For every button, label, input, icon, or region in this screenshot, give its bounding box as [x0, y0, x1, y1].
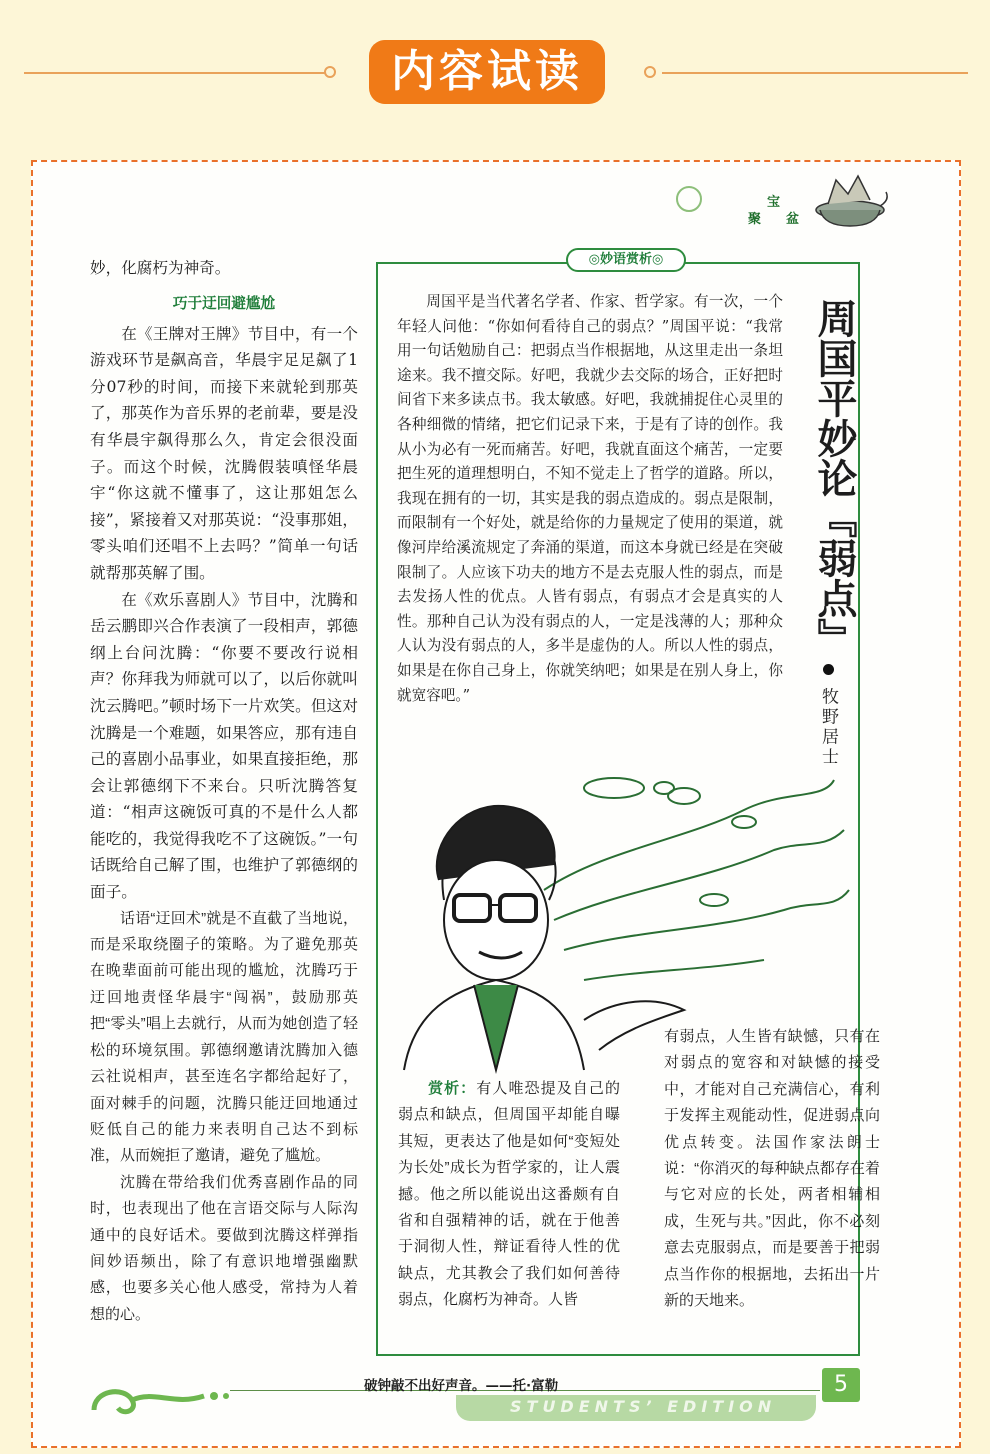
box-tab-label: ◎妙语赏析◎ — [566, 248, 686, 272]
commentary-text — [398, 1076, 620, 1314]
edition-label: STUDENTS’ EDITION — [510, 1397, 777, 1416]
header-rule-left — [24, 72, 330, 74]
featured-body — [397, 290, 783, 708]
commentary-body-left: 有人唯恐提及自己的弱点和缺点，但周国平却能自曝其短，更表达了他是如何“变短处为长处”成长为哲学家的，让人震撼。他之所以能说出这番颇有自省和自强精神的话，就在于他善于洞彻人性，辩证看待人性的优缺点，尤其教会了我们如何善待弱点，化腐朽为神奇。人皆 — [398, 1080, 620, 1309]
page-number: 5 — [822, 1368, 860, 1402]
footer-quote: 破钟敲不出好声音。——托·富勒 — [364, 1378, 559, 1394]
bullet-icon — [823, 664, 834, 675]
paragraph: 在《欢乐喜剧人》节目中，沈腾和岳云鹏即兴合作表演了一段相声，郭德纲上台问沈腾：“你要不要改行说相声？你拜我为师就可以了，以后你就叫沈云腾吧。”顿时场下一片欢笑。但这对沈腾是一个难题，如果答应，那有违自己的喜剧小品事业，如果直接拒绝，那会让郭德纲下不来台。只听沈腾答复道：“相声这碗饭可真的不是什么人都能吃的，我觉得我吃不了这碗饭。”一句话既给自己解了围，也维护了郭德纲的面子。 — [90, 590, 358, 902]
treasure-bowl-icon — [810, 170, 890, 230]
intro-line: 妙，化腐朽为神奇。 — [90, 259, 231, 277]
header-rule-right — [662, 72, 968, 74]
paragraph: 在《王牌对王牌》节目中，有一个游戏环节是飙高音，华晨宇足足飙了1分07秒的时间，而接下来就轮到那英了，那英作为音乐界的老前辈，要是没有华晨宇飙得那么久，肯定会很没面子。而这个时候，沈腾假装嗔怪华晨宇“你这就不懂事了，这让那姐怎么接”，紧接着又对那英说：“没事那姐，零头咱们还唱不上去吗？”简单一句话就帮那英解了围。 — [90, 324, 358, 582]
left-column — [90, 255, 358, 1328]
commentary-right — [664, 1024, 880, 1314]
commentary-label: 赏析： — [428, 1080, 477, 1097]
article-title: 周国平妙论『弱点』 — [811, 298, 857, 658]
commentary-left — [398, 1076, 620, 1314]
header-dot-right — [644, 66, 656, 78]
logo-char: 宝 — [767, 195, 781, 210]
author-name: 牧野居士 — [818, 687, 838, 768]
cloud-swirl-icon — [84, 1370, 234, 1420]
header-dot-left — [324, 66, 336, 78]
paragraph: 沈腾在带给我们优秀喜剧作品的同时，也表现出了他在言语交际与人际沟通中的良好话术。要做到沈腾这样弹指间妙语频出，除了有意识地增强幽默感，也要多关心他人感受，常持为人着想的心。 — [90, 1173, 358, 1323]
decor-circle-icon — [676, 186, 702, 212]
section-title: 巧于迂回避尴尬 — [172, 294, 276, 312]
author-line — [816, 664, 841, 767]
page-title: 内容试读 — [369, 40, 605, 104]
commentary-body-right: 有弱点，人生皆有缺憾，只有在对弱点的宽容和对缺憾的接受中，才能对自己充满信心，有利于发挥主观能动性，促进弱点向优点转变。法国作家法朗士说：“你消灭的每种缺点都存在着与它对应的长处，两者相辅相成，生死与共。”因此，你不必刻意去克服弱点，而是要善于把弱点当作你的根据地，去拓出一片新的天地来。 — [664, 1028, 880, 1310]
logo-char: 聚 — [748, 212, 762, 227]
paragraph: 周国平是当代著名学者、作家、哲学家。有一次，一个年轻人问他：“你如何看待自己的弱点？”周国平说：“我常用一句话勉励自己：把弱点当作根据地，从这里走出一条坦途来。我不擅交际。好吧，我就少去交际的场合，正好把时间省下来多读点书。我太敏感。好吧，我就捕捉住心灵里的各种细微的情绪，把它们记录下来，于是有了诗的创作。我从小为必有一死而痛苦。好吧，我就直面这个痛苦，一定要把生死的道理想明白，不知不觉走上了哲学的道路。所以，我现在拥有的一切，其实是我的弱点造成的。弱点是限制，而限制有一个好处，就是给你的力量规定了使用的渠道，就像河岸给溪流规定了奔涌的渠道，而这本身就已经是在突破限制了。人应该下功夫的地方不是去克服人性的弱点，而是去发扬人性的优点。人皆有弱点，有弱点才会是真实的人性。那种自己认为没有弱点的人，一定是浅薄的人；那种众人认为没有弱点的人，多半是虚伪的人。所以人性的弱点，如果是在你自己身上，你就笑纳吧；如果是在别人身上，你就宽容吧。” — [397, 293, 783, 704]
paragraph: 话语“迂回术”就是不直截了当地说，而是采取绕圈子的策略。为了避免那英在晚辈面前可能出现的尴尬，沈腾巧于迂回地责怪华晨宇“闯祸”，鼓励那英把“零头”唱上去就行，从而为她创造了轻松的环境氛围。郭德纲邀请沈腾加入德云社说相声，甚至连名字都给起好了，面对棘手的问题，沈腾只能迂回地通过贬低自己的能力来表明自己达不到标准，从而婉拒了邀请，避免了尴尬。 — [90, 909, 358, 1165]
logo-char: 盆 — [786, 212, 800, 227]
